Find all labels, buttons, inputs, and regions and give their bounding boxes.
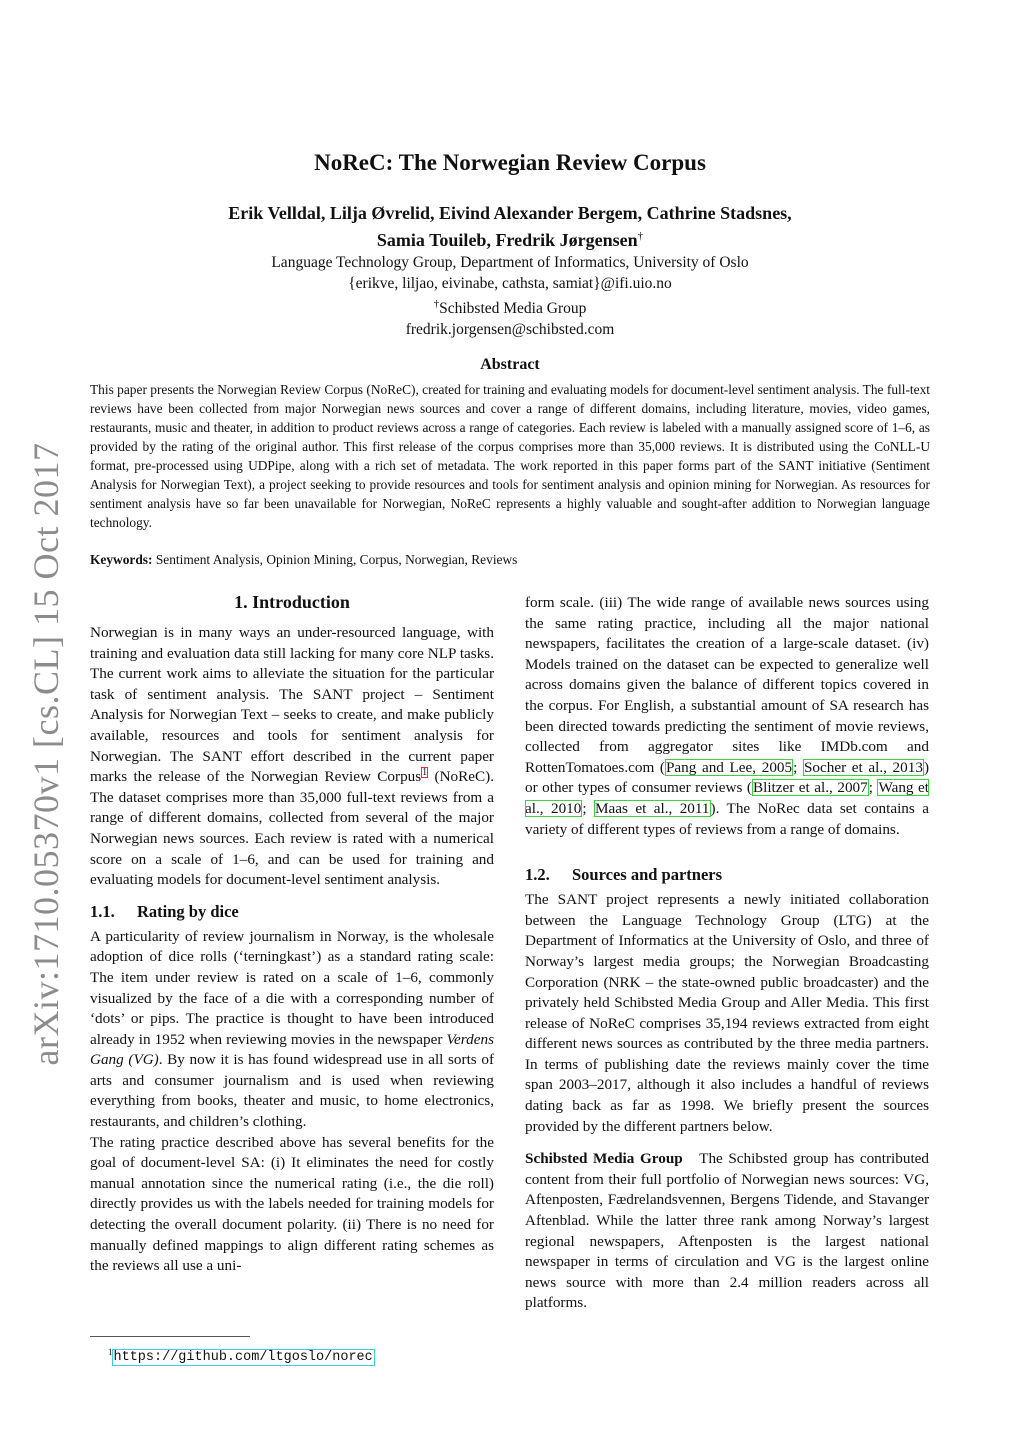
citation-wang[interactable]: Wang et al., 2010 [525, 779, 929, 817]
rating-paragraph-1 [90, 927, 494, 1133]
schibsted-text: The Schibsted group has contributed content from their full portfolio of Norwegian news sources: VG, Aftenposten, Fædrelandsvennen, Bergens Tidende, and Stavanger Aftenblad. While the latter three rank among Norway’s largest regional newspapers, Aftenposten is the largest national newspaper in terms of circulation and VG is the largest online news source with more than 2.4 million readers across all platforms. [525, 1150, 933, 1312]
citation-separator: ; [868, 779, 878, 797]
abstract-heading: Abstract [480, 356, 540, 373]
intro-paragraph [90, 623, 494, 891]
subsection-title: Rating by dice [137, 901, 239, 921]
schibsted-paragraph [525, 1149, 933, 1314]
paper-title: NoReC: The Norwegian Review Corpus [314, 150, 706, 175]
continued-text-b: ) or other types of consumer reviews ( [525, 758, 929, 797]
subsection-rating-heading [90, 901, 494, 923]
spacer [525, 1137, 929, 1149]
schibsted-heading: Schibsted Media Group [525, 1150, 683, 1168]
abstract-text: This paper presents the Norwegian Review Corpus (NoReC), created for training and evaluating models for document-level sentiment analysis. The full-text reviews have been collected from major Norwegian news sources and cover a range of different domains, including literature, movies, video games, restaurants, music and theater, in addition to product reviews across a range of categories. Each review is labeled with a manually assigned score of 1–6, as provided by the rating of the original author. This first release of the corpus comprises more than 35,000 reviews. It is distributed using the CoNLL-U format, pre-processed using UDPipe, along with a rich set of metadata. The work reported in this paper forms part of the SANT initiative (Sentiment Analysis for Norwegian Text), a project seeking to provide resources and tools for sentiment analysis and opinion mining for Norwegian. As resources for sentiment analysis have so far been unavailable for Norwegian, NoReC represents a highly valuable and sought-after addition to Norwegian language technology. [90, 382, 930, 530]
abstract [90, 354, 930, 569]
spacer [525, 840, 929, 854]
newspaper-name: Verdens Gang (VG) [90, 1030, 494, 1069]
dagger-mark: † [637, 230, 644, 242]
rating-text-b: . By now it is has found widespread use in all sorts of arts and consumer journalism and is used when reviewing everything from books, theater and music, to home electronics, restaurants, and children’s clothing. [90, 1051, 495, 1131]
rating-paragraph-2: The rating practice described above has several benefits for the goal of document-level SA: (i) It eliminates the need for costly manual annotation since the numerical rating (i.e., the die roll) directly provides us with the labels needed for training models for detecting the overall document polarity. (ii) There is no need for manually defined mappings to align different rating schemes as the reviews all use a uni- [90, 1133, 494, 1275]
affiliation-group: Language Technology Group, Department of Informatics, University of Oslo [271, 254, 749, 271]
affiliation-emails: {erikve, liljao, eivinabe, cathsta, samiat}@ifi.uio.no [348, 275, 672, 292]
citation-separator: ; [582, 799, 595, 817]
continued-text-a: form scale. (iii) The wide range of available news sources using the same rating practice, including all the major national newspapers, facilitates the creation of a large-scale dataset. (iv) Models trained on the dataset can be expected to generalize well across domains given the balance of different topics covered in the corpus. For English, a substantial amount of SA research has been directed towards predicting the sentiment of movie reviews, collected from aggregator sites like IMDb.com and RottenTomatoes.com ( [525, 594, 929, 776]
company-email: fredrik.jorgensen@schibsted.com [405, 321, 615, 339]
citation-socher[interactable]: Socher et al., 2013 [803, 758, 923, 776]
citation-maas[interactable]: Maas et al., 2011 [595, 799, 710, 817]
author-line-1: Erik Velldal, Lilja Øvrelid, Eivind Alexander Bergem, Cathrine Stadsnes, [228, 203, 792, 223]
footnote-url-link[interactable]: https://github.com/ltgoslo/norec [113, 1350, 373, 1366]
affiliation-company [90, 294, 930, 319]
right-column [525, 593, 933, 1314]
keywords-list: Sentiment Analysis, Opinion Mining, Corpus, Norwegian, Reviews [155, 552, 518, 567]
subsection-title: Sources and partners [572, 865, 723, 885]
continued-paragraph [525, 593, 929, 840]
footnote-rule [90, 1336, 250, 1337]
footnote-ref[interactable]: 1 [422, 767, 428, 779]
subsection-sources-heading [525, 864, 929, 886]
footnote [108, 1343, 374, 1367]
rating-text-a: A particularity of review journalism in Norway, is the wholesale adoption of dice rolls (‘terningkast’) as a standard rating scale: The item under review is rated on a scale of 1–6, commonly visualized by the face of a die with a corresponding number of ‘dots’ or pips. The practice is thought to have been introduced already in 1952 when reviewing movies in the newspaper [90, 927, 494, 1048]
arxiv-stamp: arXiv:1710.05370v1 [cs.CL] 15 Oct 2017 [26, 442, 66, 1066]
section-introduction-heading: 1. Introduction [234, 592, 350, 612]
citation-separator: ; [793, 758, 803, 776]
intro-text-a: Norwegian is in many ways an under-resourced language, with training and evaluation data still lacking for many core NLP tasks. The current work aims to alleviate the situation for the particular task of sentiment analysis. The SANT project – Sentiment Analysis for Norwegian Text – seeks to create, and make publicly available, resources and tools for sentiment analysis for Norwegian. The SANT effort described in the current paper marks the release of the Norwegian Review Corpus [90, 624, 494, 786]
left-column [90, 590, 494, 1277]
intro-text-b: (NoReC). The dataset comprises more than 35,000 full-text reviews from a range of different domains, collected from several of the major Norwegian news sources. Each review is rated with a numerical score on a scale of 1–6, and can be used for training and evaluating models for document-level sentiment analysis. [90, 768, 494, 889]
citation-blitzer[interactable]: Blitzer et al., 2007 [752, 779, 868, 797]
keywords [90, 550, 930, 569]
subsection-number: 1.1. [90, 901, 115, 921]
sources-paragraph: The SANT project represents a newly initiated collaboration between the Language Technology Group (LTG) at the Department of Informatics at the University of Oslo, and three of Norway’s largest media groups; the Norwegian Broadcasting Corporation (NRK – the state-owned public broadcaster) and the privately held Schibsted Media Group and Aller Media. This first release of NoReC comprises 35,194 reviews extracted from eight different news sources as contributed by the three media partners. In terms of publishing date the reviews mainly cover the time span 2003–2017, although it also includes a handful of reviews dating back as far as 1998. We briefly present the sources provided by the different partners below. [525, 891, 929, 1135]
continued-text-c: ). The NoRec data set contains a variety of different types of reviews from a range of domains. [525, 799, 929, 838]
citation-pang-lee[interactable]: Pang and Lee, 2005 [665, 758, 793, 776]
author-line-2 [90, 225, 930, 252]
dagger-mark: † [433, 298, 440, 310]
author-names: Samia Touileb, Fredrik Jørgensen [376, 230, 638, 250]
paper-header [90, 148, 930, 340]
company-name: Schibsted Media Group [439, 300, 587, 318]
keywords-label: Keywords: [90, 552, 153, 567]
subsection-number: 1.2. [525, 865, 550, 885]
footnote-mark: 1 [108, 1347, 113, 1357]
